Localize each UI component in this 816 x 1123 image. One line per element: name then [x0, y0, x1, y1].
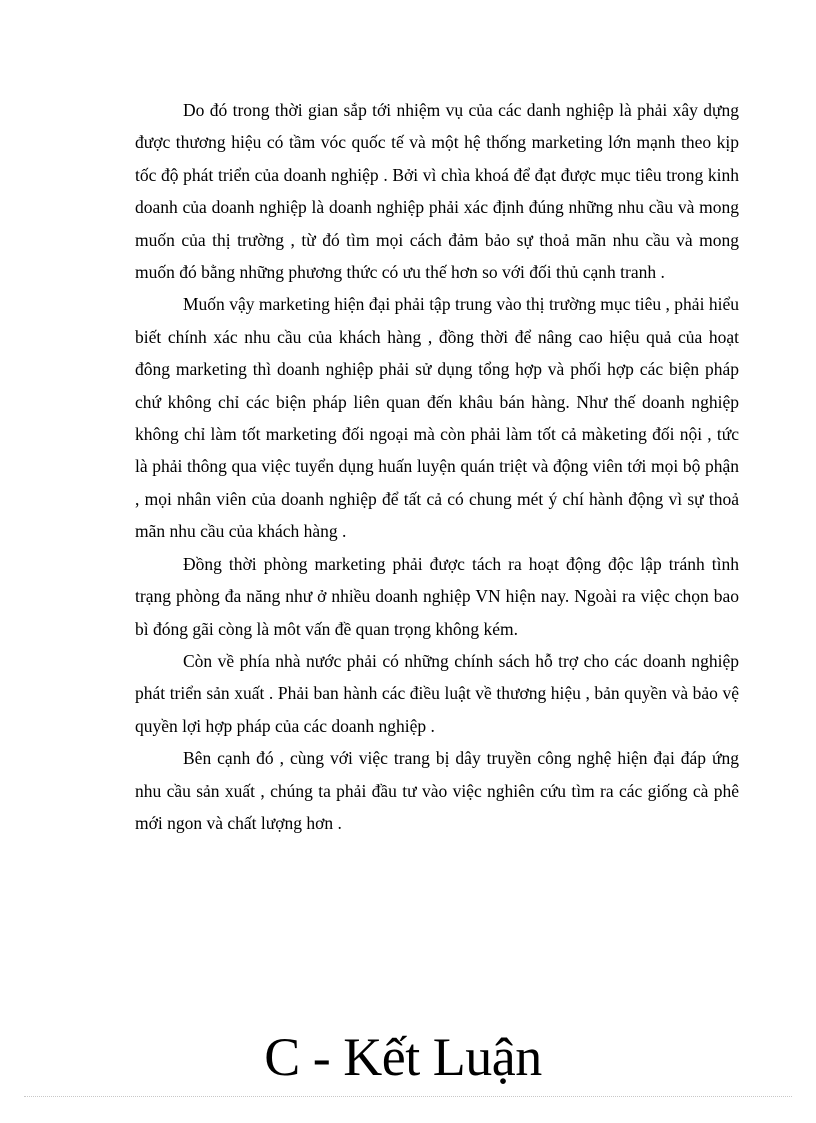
section-heading: C - Kết Luận [264, 1027, 542, 1087]
paragraph-5: Bên cạnh đó , cùng với việc trang bị dây truyền công nghệ hiện đại đáp ứng nhu cầu sản xuất , chúng ta phải đầu tư vào việc nghiên cứu tìm ra các giống cà phê mới ngon và chất lượng hơn . [135, 748, 739, 833]
paragraph-4: Còn về phía nhà nước phải có những chính sách hỗ trợ cho các doanh nghiệp phát triển sản xuất . Phải ban hành các điều luật về thương hiệu , bản quyền và bảo vệ quyền lợi hợp pháp của các doanh nghiệp . [135, 650, 739, 736]
paragraph-1: Do đó trong thời gian sắp tới nhiệm vụ của các danh nghiệp là phải xây dựng được thương hiệu có tầm vóc quốc tế và một hệ thống marketing lớn mạnh theo kịp tốc độ phát triển của doanh nghiệp . Bởi vì chìa khoá để đạt được mục tiêu trong kinh doanh của doanh nghiệp là doanh nghiệp phải xác định đúng những nhu cầu và mong muốn của thị trường , từ đó tìm mọi cách đảm bảo sự thoả mãn nhu cầu và mong muốn đó bằng những phương thức có ưu thế hơn so với đối thủ cạnh tranh . [135, 100, 739, 283]
footer-divider [24, 1096, 792, 1097]
paragraph-2: Muốn vậy marketing hiện đại phải tập trung vào thị trường mục tiêu , phải hiểu biết chính xác nhu cầu của khách hàng , đồng thời để nâng cao hiệu quả của hoạt đông marketing thì doanh nghiệp phải sử dụng tổng hợp và phối hợp các biện pháp chứ không chỉ các biện pháp liên quan đến khâu bán hàng. Như thế doanh nghiệp không chỉ làm tốt marketing đối ngoại mà còn phải làm tốt cả màketing đối nội , tức là phải thông qua việc tuyển dụng huấn luyện quán triệt và động viên tới mọi bộ phận , mọi nhân viên của doanh nghiệp để tất cả có chung mét ý chí hành động vì sự thoả mãn nhu cầu của khách hàng . [135, 294, 739, 542]
body-text [135, 94, 739, 839]
paragraph-3: Đồng thời phòng marketing phải được tách ra hoạt động độc lập tránh tình trạng phòng đa năng như ở nhiều doanh nghiệp VN hiện nay. Ngoài ra việc chọn bao bì đóng gãi còng là môt vấn đề quan trọng không kém. [135, 553, 739, 639]
